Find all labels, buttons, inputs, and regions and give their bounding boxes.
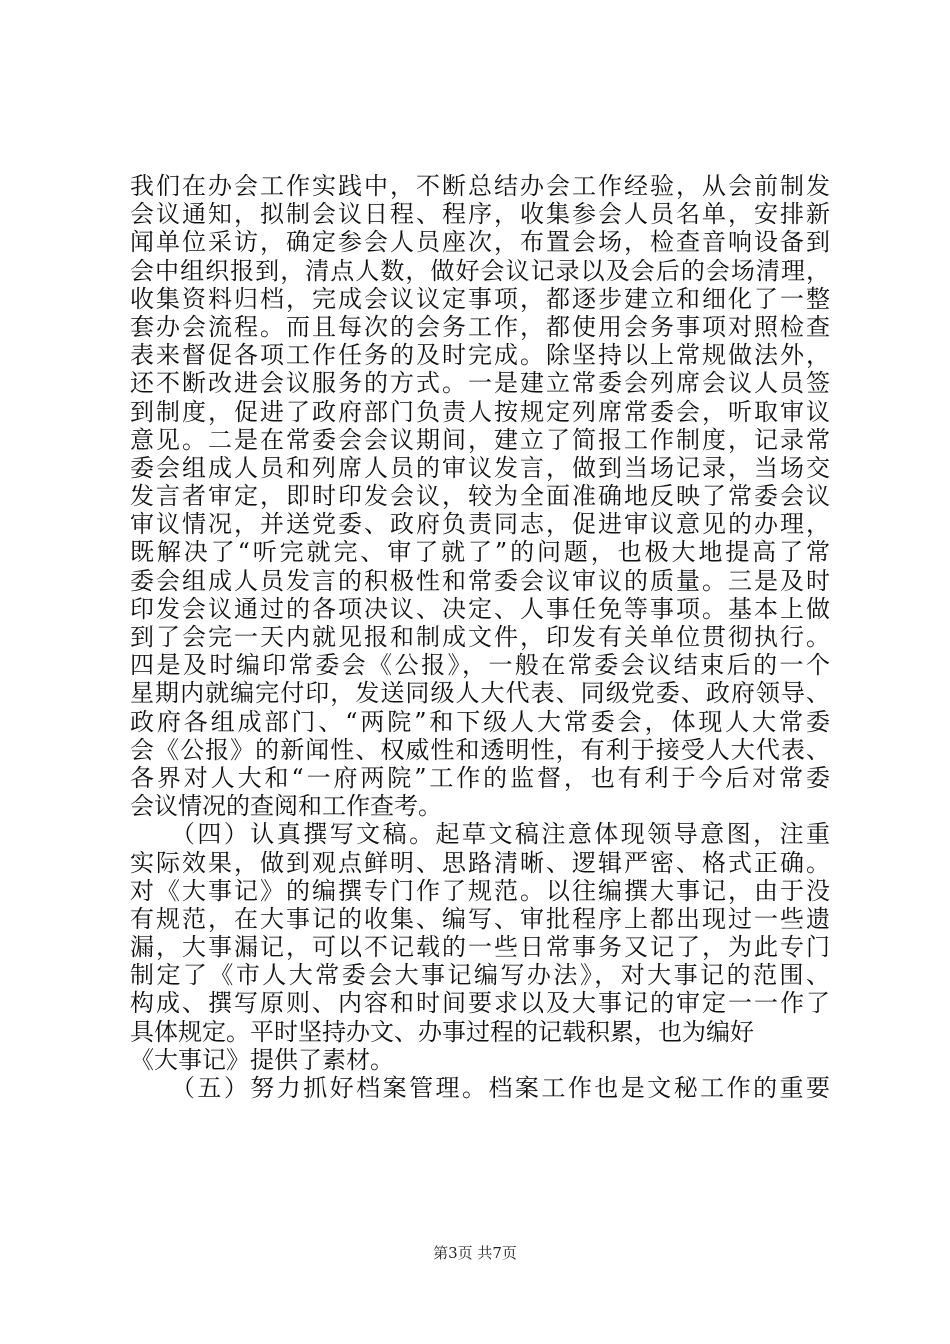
text-line: 星期内就编完付印，发送同级人大代表、同级党委、政府领导、 bbox=[130, 679, 830, 708]
text-line: 漏，大事漏记，可以不记载的一些日常事务又记了，为此专门 bbox=[130, 933, 830, 962]
text-line: 各界对人大和“一府两院”工作的监督，也有利于今后对常委 bbox=[130, 763, 830, 792]
text-line: 政府各组成部门、“两院”和下级人大常委会，体现人大常委 bbox=[130, 707, 830, 736]
text-line: 我们在办会工作实践中，不断总结办会工作经验，从会前制发 bbox=[130, 172, 830, 200]
text-line: 还不断改进会议服务的方式。一是建立常委会列席会议人员签 bbox=[130, 369, 830, 398]
text-line: 审议情况，并送党委、政府负责同志，促进审议意见的办理， bbox=[130, 510, 830, 539]
text-line: 有规范，在大事记的收集、编写、审批程序上都出现过一些遗 bbox=[130, 904, 830, 933]
text-line: 到了会完一天内就见报和制成文件，印发有关单位贯彻执行。 bbox=[130, 623, 830, 651]
text-line: 具体规定。平时坚持办文、办事过程的记载积累，也为编好 bbox=[130, 1017, 754, 1046]
page-number: 第3页 共7页 bbox=[433, 1244, 517, 1262]
section-heading-line: （四）认真撰写文稿。起草文稿注意体现领导意图，注重 bbox=[130, 820, 830, 849]
text-line: 实际效果，做到观点鲜明、思路清晰、逻辑严密、格式正确。 bbox=[130, 848, 830, 877]
text-line: 四是及时编印常委会《公报》，一般在常委会议结束后的一个 bbox=[130, 651, 830, 680]
text-line: 既解决了“听完就完、审了就了”的问题，也极大地提高了常 bbox=[130, 538, 830, 567]
text-line: 发言者审定，即时印发会议，较为全面准确地反映了常委会议 bbox=[130, 482, 830, 511]
paragraph-end-line: 《大事记》提供了素材。 bbox=[130, 1045, 394, 1074]
text-line: 套办会流程。而且每次的会务工作，都使用会务事项对照检查 bbox=[130, 312, 830, 341]
page-footer bbox=[0, 1243, 950, 1263]
text-line: 闻单位采访，确定参会人员座次，布置会场，检查音响设备到 bbox=[130, 228, 830, 257]
text-line: 委会组成人员发言的积极性和常委会议审议的质量。三是及时 bbox=[130, 566, 830, 595]
text-line: 会中组织报到，清点人数，做好会议记录以及会后的会场清理， bbox=[130, 256, 830, 285]
text-line: 构成、撰写原则、内容和时间要求以及大事记的审定一一作了 bbox=[130, 989, 830, 1018]
text-line: 表来督促各项工作任务的及时完成。除坚持以上常规做法外， bbox=[130, 341, 830, 370]
text-line: 委会组成人员和列席人员的审议发言，做到当场记录，当场交 bbox=[130, 453, 830, 482]
text-line: 意见。二是在常委会会议期间，建立了简报工作制度，记录常 bbox=[130, 425, 830, 454]
body-text bbox=[130, 172, 830, 1102]
section-heading-line: （五）努力抓好档案管理。档案工作也是文秘工作的重要 bbox=[130, 1074, 830, 1102]
text-line: 印发会议通过的各项决议、决定、人事任免等事项。基本上做 bbox=[130, 594, 830, 623]
text-line: 会议通知，拟制会议日程、程序，收集参会人员名单，安排新 bbox=[130, 200, 830, 229]
paragraph-end-line: 会议情况的查阅和工作查考。 bbox=[130, 792, 442, 821]
text-line: 收集资料归档，完成会议议定事项，都逐步建立和细化了一整 bbox=[130, 284, 830, 313]
text-line: 对《大事记》的编撰专门作了规范。以往编撰大事记，由于没 bbox=[130, 876, 830, 905]
text-line: 制定了《市人大常委会大事记编写办法》，对大事记的范围、 bbox=[130, 961, 830, 990]
text-line: 会《公报》的新闻性、权威性和透明性，有利于接受人大代表、 bbox=[130, 735, 830, 764]
text-line: 到制度，促进了政府部门负责人按规定列席常委会，听取审议 bbox=[130, 397, 830, 426]
